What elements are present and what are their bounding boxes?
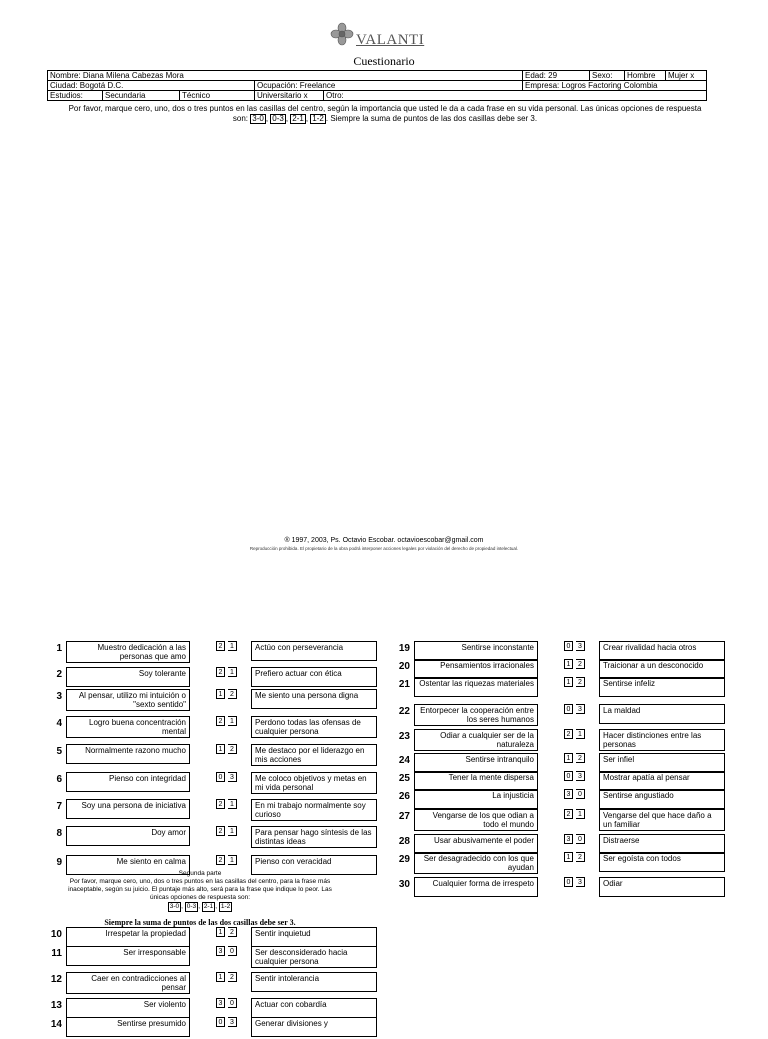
question-number: 10 bbox=[50, 929, 62, 940]
question-number: 1 bbox=[56, 643, 62, 654]
right-phrase: En mi trabajo normalmente soy curioso bbox=[251, 799, 377, 821]
instructions-sum: Siempre la suma de puntos de las dos casillas debe ser 3. bbox=[330, 114, 538, 123]
question-number: 8 bbox=[56, 828, 62, 839]
right-phrase: Para pensar hago síntesis de las distintas ideas bbox=[251, 826, 377, 848]
ciudad-cell: Ciudad: Bogotá D.C. bbox=[48, 81, 255, 91]
right-phrase: Sentir inquietud bbox=[251, 927, 377, 947]
question-number: 27 bbox=[398, 811, 410, 822]
right-phrase: Actuar con cobardía bbox=[251, 998, 377, 1018]
score-box-a[interactable]: 3 bbox=[216, 946, 225, 956]
score-box-b[interactable]: 0 bbox=[576, 834, 585, 844]
option-box: 0-3 bbox=[272, 114, 284, 123]
right-phrase: Ser infiel bbox=[599, 753, 725, 773]
question-number: 21 bbox=[398, 679, 410, 690]
left-phrase: Pensamientos irracionales bbox=[414, 659, 538, 679]
option-box: 0-3 bbox=[186, 903, 197, 910]
score-box-a[interactable]: 1 bbox=[564, 852, 573, 862]
right-phrase: Hacer distinciones entre las personas bbox=[599, 729, 725, 751]
part2-sum-rule: Siempre la suma de puntos de las dos casillas debe ser 3. bbox=[104, 918, 296, 927]
score-box-b[interactable]: 1 bbox=[228, 716, 237, 726]
left-phrase: Sentirse inconstante bbox=[414, 641, 538, 661]
option-box: 3-0 bbox=[169, 903, 180, 910]
right-phrase: Crear rivalidad hacia otros bbox=[599, 641, 725, 661]
question-number: 7 bbox=[56, 801, 62, 812]
score-box-b[interactable]: 1 bbox=[228, 826, 237, 836]
right-phrase: Actúo con perseverancia bbox=[251, 641, 377, 661]
score-box-b[interactable]: 0 bbox=[228, 946, 237, 956]
question-number: 24 bbox=[398, 755, 410, 766]
score-box-b[interactable]: 2 bbox=[228, 927, 237, 937]
left-phrase: Al pensar, utilizo mi intuición o "sexto sentido" bbox=[66, 689, 190, 711]
score-box-a[interactable]: 2 bbox=[216, 667, 225, 677]
score-box-a[interactable]: 2 bbox=[564, 729, 573, 739]
right-phrase: Prefiero actuar con ética bbox=[251, 667, 377, 687]
score-box-b[interactable]: 3 bbox=[576, 771, 585, 781]
right-phrase: Ser desconsiderado hacia cualquier persona bbox=[251, 946, 377, 968]
sexo-cell: Sexo: bbox=[590, 71, 625, 81]
left-phrase: Me siento en calma bbox=[66, 855, 190, 875]
right-phrase: Odiar bbox=[599, 877, 725, 897]
score-box-a[interactable]: 2 bbox=[216, 799, 225, 809]
score-box-b[interactable]: 2 bbox=[576, 852, 585, 862]
score-box-a[interactable]: 1 bbox=[564, 753, 573, 763]
question-number: 30 bbox=[398, 879, 410, 890]
right-phrase: Perdono todas las ofensas de cualquier persona bbox=[251, 716, 377, 738]
question-number: 23 bbox=[398, 731, 410, 742]
score-box-b[interactable]: 3 bbox=[576, 704, 585, 714]
score-box-a[interactable]: 3 bbox=[216, 998, 225, 1008]
copyright-line: ® 1997, 2003, Ps. Octavio Escobar. octavioescobar@gmail.com bbox=[284, 537, 484, 544]
part2-options: 3-0 , 0-3 , 2-1 , 1-2 bbox=[169, 903, 231, 910]
right-phrase: Sentir intolerancia bbox=[251, 972, 377, 992]
right-phrase: Traicionar a un desconocido bbox=[599, 659, 725, 679]
left-phrase: Ser desagradecido con los que ayudan bbox=[414, 852, 538, 874]
score-box-b[interactable]: 1 bbox=[576, 729, 585, 739]
copyright-note: Reproducción prohibida. El propietario de la obra podrá interponer acciones legales por violación del derecho de propiedad intelectual. bbox=[249, 546, 519, 551]
universitario-cell: Universitario x bbox=[255, 91, 324, 101]
score-box-a[interactable]: 3 bbox=[564, 789, 573, 799]
score-box-b[interactable]: 2 bbox=[228, 972, 237, 982]
right-phrase: Sentirse infeliz bbox=[599, 677, 725, 697]
part2-line2: inaceptable, según su juicio. El puntaje más alto, será para la frase que indique lo peor. Las bbox=[68, 886, 332, 893]
ocupacion-cell: Ocupación: Freelance bbox=[255, 81, 523, 91]
score-box-a[interactable]: 1 bbox=[216, 927, 225, 937]
mujer-cell: Mujer x bbox=[666, 71, 707, 81]
right-phrase: Me siento una persona digna bbox=[251, 689, 377, 709]
score-box-a[interactable]: 2 bbox=[216, 716, 225, 726]
question-number: 12 bbox=[50, 974, 62, 985]
score-box-b[interactable]: 2 bbox=[228, 744, 237, 754]
estudios-cell: Estudios: bbox=[48, 91, 103, 101]
score-box-b[interactable]: 1 bbox=[228, 667, 237, 677]
score-box-b[interactable]: 0 bbox=[576, 789, 585, 799]
question-number: 2 bbox=[56, 669, 62, 680]
left-phrase: Soy una persona de iniciativa bbox=[66, 799, 190, 819]
question-number: 22 bbox=[398, 706, 410, 717]
left-phrase: Doy amor bbox=[66, 826, 190, 846]
instructions-line1: Por favor, marque cero, uno, dos o tres puntos en las casillas del centro, según la importancia que usted le da a cada frase en su vida personal. Las únicas opciones de respuesta bbox=[68, 104, 702, 113]
tecnico-cell: Técnico bbox=[180, 91, 255, 101]
question-number: 25 bbox=[398, 773, 410, 784]
left-phrase: Cualquier forma de irrespeto bbox=[414, 877, 538, 897]
score-box-b[interactable]: 3 bbox=[576, 641, 585, 651]
option-box: 2-1 bbox=[292, 114, 304, 123]
left-phrase: Pienso con integridad bbox=[66, 772, 190, 792]
page-title: Cuestionario bbox=[353, 54, 415, 68]
score-box-b[interactable]: 1 bbox=[576, 809, 585, 819]
valanti-logo bbox=[330, 22, 425, 50]
right-phrase: La maldad bbox=[599, 704, 725, 724]
option-box: 1-2 bbox=[312, 114, 324, 123]
nombre-cell: Nombre: Diana Milena Cabezas Mora bbox=[48, 71, 523, 81]
logo-text: VALANTI bbox=[356, 32, 425, 48]
question-number: 5 bbox=[56, 746, 62, 757]
score-box-a[interactable]: 2 bbox=[564, 809, 573, 819]
score-box-a[interactable]: 1 bbox=[216, 689, 225, 699]
score-box-b[interactable]: 3 bbox=[228, 772, 237, 782]
right-phrase: Pienso con veracidad bbox=[251, 855, 377, 875]
left-phrase: Logro buena concentración mental bbox=[66, 716, 190, 738]
question-number: 29 bbox=[398, 854, 410, 865]
score-box-a[interactable]: 3 bbox=[564, 834, 573, 844]
instructions-line2: son: 3-0 , 0-3 , 2-1 , 1-2 . Siempre la suma de puntos de las dos casillas debe ser 3. bbox=[232, 114, 538, 123]
question-number: 20 bbox=[398, 661, 410, 672]
left-phrase: Entorpecer la cooperación entre los seres humanos bbox=[414, 704, 538, 726]
left-phrase: Muestro dedicación a las personas que amo bbox=[66, 641, 190, 663]
question-number: 11 bbox=[51, 948, 62, 959]
left-phrase: Normalmente razono mucho bbox=[66, 744, 190, 764]
left-phrase: Odiar a cualquier ser de la naturaleza bbox=[414, 729, 538, 751]
part2-title: Segunda parte bbox=[178, 870, 222, 877]
score-box-a[interactable]: 1 bbox=[564, 677, 573, 687]
score-box-b[interactable]: 2 bbox=[576, 677, 585, 687]
score-box-b[interactable]: 1 bbox=[228, 799, 237, 809]
score-box-b[interactable]: 1 bbox=[228, 641, 237, 651]
right-phrase: Distraerse bbox=[599, 834, 725, 854]
question-number: 14 bbox=[50, 1019, 62, 1030]
score-box-a[interactable]: 1 bbox=[216, 744, 225, 754]
score-box-a[interactable]: 0 bbox=[564, 704, 573, 714]
score-box-b[interactable]: 0 bbox=[228, 998, 237, 1008]
question-number: 6 bbox=[56, 774, 62, 785]
question-number: 9 bbox=[56, 857, 62, 868]
score-box-a[interactable]: 0 bbox=[216, 772, 225, 782]
score-box-a[interactable]: 0 bbox=[564, 877, 573, 887]
question-number: 28 bbox=[398, 836, 410, 847]
score-box-a[interactable]: 2 bbox=[216, 826, 225, 836]
empresa-cell: Empresa: Logros Factoring Colombia bbox=[523, 81, 707, 91]
question-number: 26 bbox=[398, 791, 410, 802]
score-box-b[interactable]: 3 bbox=[576, 877, 585, 887]
left-phrase: Ser irresponsable bbox=[66, 946, 190, 966]
option-box: 2-1 bbox=[203, 903, 214, 910]
score-box-b[interactable]: 1 bbox=[228, 855, 237, 865]
left-phrase: Caer en contradicciones al pensar bbox=[66, 972, 190, 994]
question-number: 19 bbox=[398, 643, 410, 654]
score-box-a[interactable]: 0 bbox=[564, 771, 573, 781]
part2-line3: únicas opciones de respuesta son: bbox=[149, 894, 251, 901]
question-number: 4 bbox=[56, 718, 62, 729]
right-phrase: Mostrar apatía al pensar bbox=[599, 771, 725, 791]
left-phrase: Soy tolerante bbox=[66, 667, 190, 687]
left-phrase: La injusticia bbox=[414, 789, 538, 809]
instructions-son: son: bbox=[232, 114, 249, 123]
info-table bbox=[47, 70, 707, 101]
right-phrase: Me coloco objetivos y metas en mi vida personal bbox=[251, 772, 377, 794]
right-phrase: Me destaco por el liderazgo en mis acciones bbox=[251, 744, 377, 766]
secundaria-cell: Secundaria bbox=[103, 91, 180, 101]
part2-line1: Por favor, marque cero, uno, dos o tres puntos en las casillas del centro, para la frase más bbox=[69, 878, 331, 885]
score-box-b[interactable]: 2 bbox=[576, 753, 585, 763]
score-box-a[interactable]: 2 bbox=[216, 641, 225, 651]
option-box: 1-2 bbox=[220, 903, 231, 910]
score-box-a[interactable]: 1 bbox=[216, 972, 225, 982]
option-box: 3-0 bbox=[252, 114, 264, 123]
score-box-a[interactable]: 0 bbox=[564, 641, 573, 651]
instructions bbox=[20, 104, 750, 124]
left-phrase: Tener la mente dispersa bbox=[414, 771, 538, 791]
score-box-a[interactable]: 0 bbox=[216, 1017, 225, 1027]
hombre-cell: Hombre bbox=[625, 71, 666, 81]
edad-cell: Edad: 29 bbox=[523, 71, 590, 81]
flower-logo-icon bbox=[330, 22, 354, 46]
right-phrase: Generar divisiones y bbox=[251, 1017, 377, 1037]
question-number: 13 bbox=[50, 1000, 62, 1011]
right-phrase: Vengarse del que hace daño a un familiar bbox=[599, 809, 725, 831]
left-phrase: Irrespetar la propiedad bbox=[66, 927, 190, 947]
question-number: 3 bbox=[56, 691, 62, 702]
left-phrase: Vengarse de los que odian a todo el mundo bbox=[414, 809, 538, 831]
score-box-b[interactable]: 2 bbox=[576, 659, 585, 669]
right-phrase: Sentirse angustiado bbox=[599, 789, 725, 809]
score-box-a[interactable]: 2 bbox=[216, 855, 225, 865]
score-box-b[interactable]: 2 bbox=[228, 689, 237, 699]
otro-cell: Otro: bbox=[324, 91, 707, 101]
left-phrase: Usar abusivamente el poder bbox=[414, 834, 538, 854]
left-phrase: Sentirse intranquilo bbox=[414, 753, 538, 773]
score-box-a[interactable]: 1 bbox=[564, 659, 573, 669]
part2-instructions bbox=[40, 870, 360, 912]
left-phrase: Ser violento bbox=[66, 998, 190, 1018]
left-phrase: Sentirse presumido bbox=[66, 1017, 190, 1037]
left-phrase: Ostentar las riquezas materiales bbox=[414, 677, 538, 697]
right-phrase: Ser egoísta con todos bbox=[599, 852, 725, 872]
score-box-b[interactable]: 3 bbox=[228, 1017, 237, 1027]
